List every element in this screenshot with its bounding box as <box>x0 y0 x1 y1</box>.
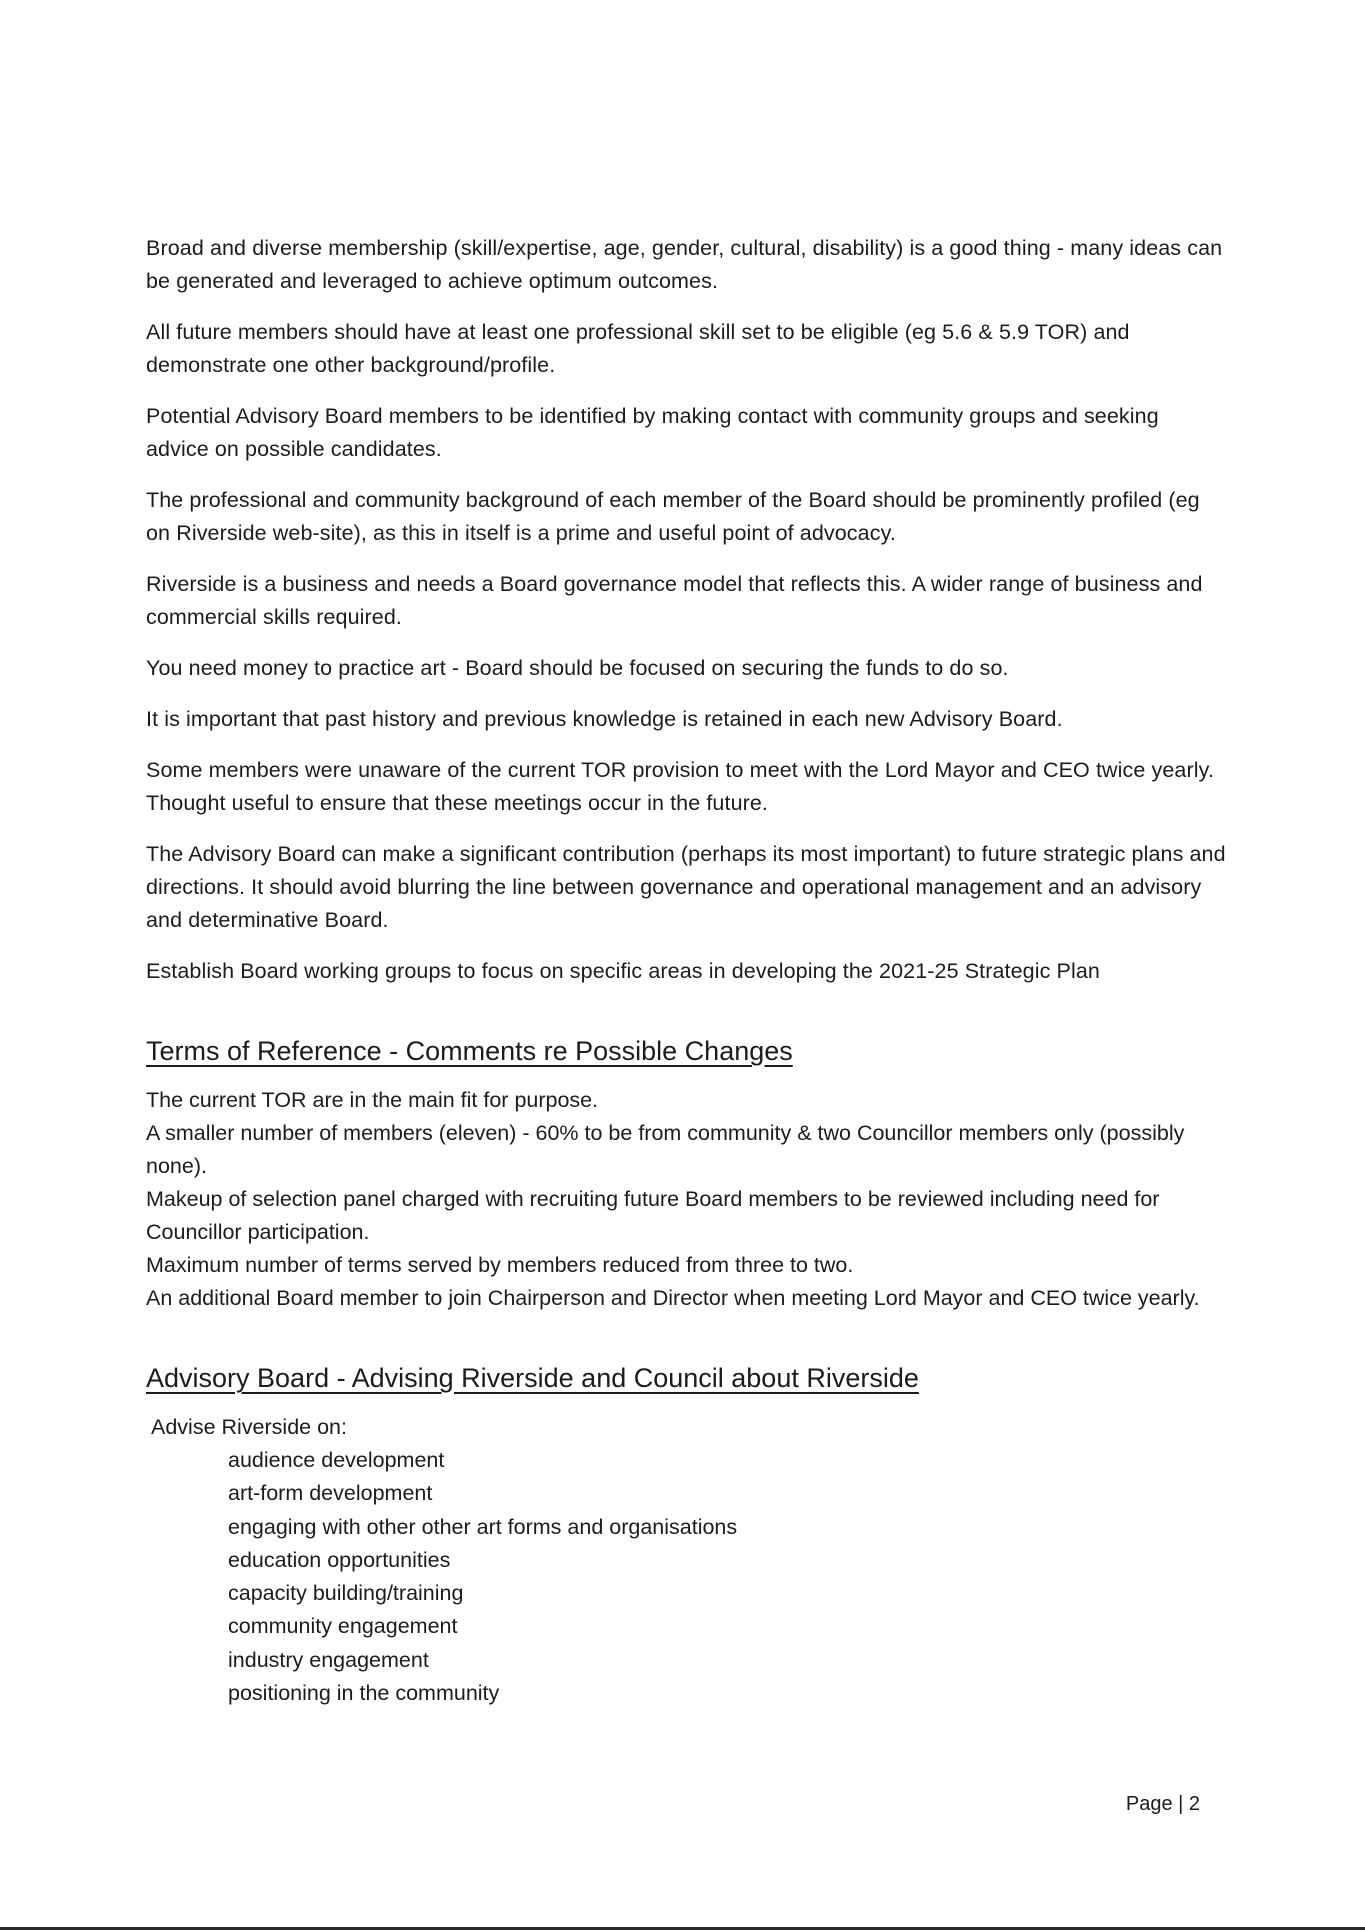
tor-comment-line: A smaller number of members (eleven) - 60% to be from community & two Councillor members only (possibly none). <box>146 1121 1185 1178</box>
advisory-section-heading: Advisory Board - Advising Riverside and Council about Riverside <box>146 1363 919 1393</box>
paragraph: Some members were unaware of the current TOR provision to meet with the Lord Mayor and CEO twice yearly. Thought useful to ensure that these meetings occur in the future. <box>146 758 1214 815</box>
tor-section-heading: Terms of Reference - Comments re Possible Changes <box>146 1036 793 1066</box>
paragraph: All future members should have at least one professional skill set to be eligible (eg 5.6 & 5.9 TOR) and demonstrate one other background/profile. <box>146 320 1130 377</box>
paragraph: Riverside is a business and needs a Board governance model that reflects this. A wider range of business and commercial skills required. <box>146 572 1203 629</box>
advise-list-item: engaging with other other art forms and organisations <box>228 1514 738 1539</box>
advise-list-item: capacity building/training <box>228 1581 464 1606</box>
page-number: Page | 2 <box>1125 1793 1200 1815</box>
advise-list-item: positioning in the community <box>228 1681 500 1706</box>
advise-intro: Advise Riverside on: <box>151 1415 347 1439</box>
tor-comments <box>146 1084 1226 1315</box>
tor-comment-line: Maximum number of terms served by members reduced from three to two. <box>146 1253 854 1277</box>
advise-list <box>228 1444 1226 1710</box>
paragraph: The professional and community background of each member of the Board should be prominently profiled (eg on Riverside web-site), as this in itself is a prime and useful point of advocacy. <box>146 488 1200 545</box>
paragraph: Broad and diverse membership (skill/expertise, age, gender, cultural, disability) is a good thing - many ideas can be generated and leveraged to achieve optimum outcomes. <box>146 236 1223 293</box>
advise-list-item: art-form development <box>228 1481 433 1506</box>
paragraph: You need money to practice art - Board should be focused on securing the funds to do so. <box>146 656 1009 680</box>
advise-list-item: community engagement <box>228 1614 458 1639</box>
paragraph: It is important that past history and previous knowledge is retained in each new Advisory Board. <box>146 707 1063 731</box>
advise-list-item: education opportunities <box>228 1547 451 1572</box>
advise-list-item: audience development <box>228 1448 445 1472</box>
paragraph: Establish Board working groups to focus on specific areas in developing the 2021-25 Strategic Plan <box>146 959 1100 983</box>
paragraph: The Advisory Board can make a significant contribution (perhaps its most important) to future strategic plans and directions. It should avoid blurring the line between governance and operational management and an advisory and determinative Board. <box>146 842 1226 932</box>
advise-list-item: industry engagement <box>228 1647 429 1672</box>
paragraph: Potential Advisory Board members to be identified by making contact with community groups and seeking advice on possible candidates. <box>146 404 1159 461</box>
page-content <box>146 232 1226 1710</box>
tor-comment-line: Makeup of selection panel charged with recruiting future Board members to be reviewed including need for Councillor participation. <box>146 1187 1160 1244</box>
tor-comment-line: The current TOR are in the main fit for purpose. <box>146 1088 599 1112</box>
tor-comment-line: An additional Board member to join Chairperson and Director when meeting Lord Mayor and CEO twice yearly. <box>146 1286 1200 1310</box>
